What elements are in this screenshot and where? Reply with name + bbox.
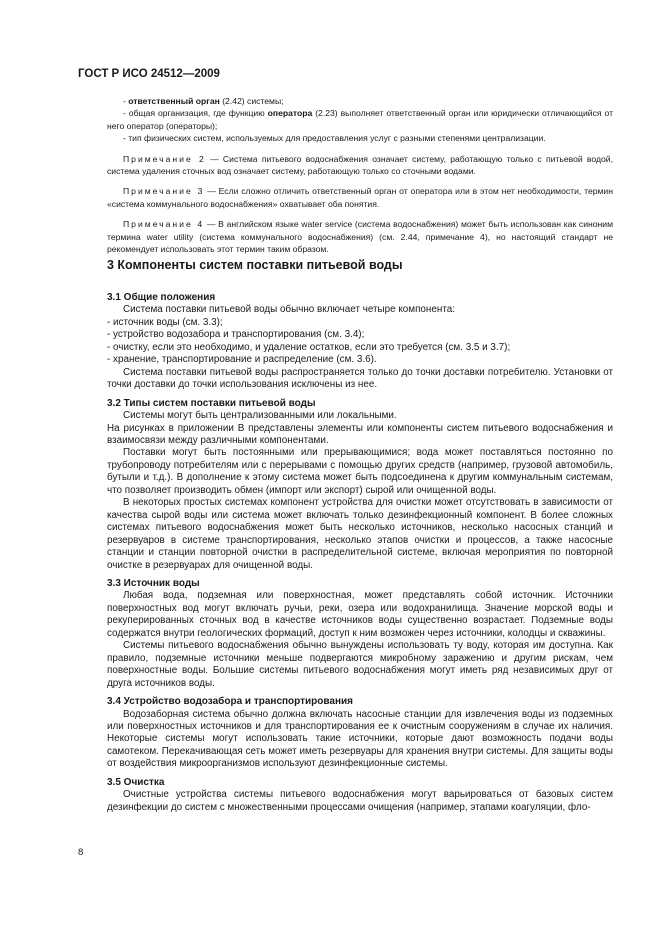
section-body (107, 292, 613, 814)
text-line: Система поставки питьевой воды обычно включает четыре компонента: (123, 304, 455, 316)
notes-block (107, 95, 613, 255)
paragraph: Поставки могут быть постоянными или прерывающимися; вода может поставляться постоянно по трубопроводу потребителям или с перерывами с помощью других средств (например, грузовой автомобиль, бутыли и т.д.). В дополнение к этому система может быть подсоединена к другим коммунальным системам, что позволяет производить обмен (импорт или экспорт) сырой или очищенной воды. (107, 447, 613, 496)
note-4: Примечание 4 — В английском языке water service (система водоснабжения) может быть использован как синоним термина water utility (система коммунального водоснабжения) (см. 2.44, примечание 4), но настоящий стандарт не рекомендует использовать этот термин таким образом. (107, 219, 613, 255)
note-3: Примечание 3 — Если сложно отличить ответственный орган от оператора или в этом нет необходимости, термин «система коммунального водоснабжения» охватывает оба понятия. (107, 186, 613, 209)
section-3-title: 3 Компоненты систем поставки питьевой воды (107, 258, 403, 272)
paragraph: Системы питьевого водоснабжения обычно вынуждены использовать ту воду, которая им доступна. Как правило, подземные источники меньше подвергаются микробному заражению и другим рискам, чем поверхностные воды. Большие системы питьевого водоснабжения могут иметь ряд независимых друг от друга источников воды. (107, 640, 613, 689)
subsection-3-4-title: 3.4 Устройство водозабора и транспортирования (107, 696, 353, 708)
paragraph: Очистные устройства системы питьевого водоснабжения могут варьироваться от базовых систем дезинфекции до систем с множественными процессами очищения (например, этапами коагуляции, фло- (107, 789, 613, 813)
list-item: - источник воды (см. 3.3); (107, 316, 223, 328)
subsection-3-2-title: 3.2 Типы систем поставки питьевой воды (107, 397, 316, 409)
subsection-3-3-title: 3.3 Источник воды (107, 577, 200, 589)
paragraph: На рисунках в приложении В представлены элементы или компоненты систем питьевого водоснабжения и взаимосвязи между различными компонентами. (107, 422, 613, 446)
document-header: ГОСТ Р ИСО 24512—2009 (78, 68, 220, 80)
paragraph: Водозаборная система обычно должна включать насосные станции для извлечения воды из подземных или поверхностных источников и для транспортирования ее к очистным сооружениям в случае их наличия. Некоторые системы могут использовать такие источники, которые дают возможность подачи воды самотеком. Перекачивающая сеть может иметь резервуары для хранения внутри системы. Для защиты воды от воздействия микроорганизмов используют дезинфекционные системы. (107, 708, 613, 770)
list-item: - общая организация, где функцию оператора (2.23) выполняет ответственный орган или юридически отличающийся от него оператор (операторы); (107, 108, 614, 131)
list-item: - очистку, если это необходимо, и удаление остатков, если это требуется (см. 3.5 и 3.7); (107, 341, 511, 353)
paragraph: В некоторых простых системах компонент устройства для очистки может отсутствовать в зависимости от качества сырой воды или система может включать только дезинфекционный компонент. В более сложных системах питьевого водоснабжения может быть несколько источников, несколько насосных станций и резервуаров в системе транспортирования, несколько этапов очистки и процессов, а также насосные станции и станции повторной очистки в распределительной системе, включая мероприятия по повторной очистке в резервуарах для очищенной воды. (107, 497, 613, 571)
list-item: - тип физических систем, используемых для предоставления услуг с разными степенями централизации. (123, 133, 546, 144)
page-number: 8 (78, 847, 84, 858)
list-item: - ответственный орган (2.42) системы; (123, 96, 284, 106)
list-item: - хранение, транспортирование и распределение (см. 3.6). (107, 354, 377, 366)
subsection-3-5-title: 3.5 Очистка (107, 776, 165, 788)
paragraph: Системы могут быть централизованными или локальными. (123, 410, 397, 422)
paragraph: Любая вода, подземная или поверхностная, может представлять собой источник. Источники поверхностных вод могут включать ручьи, реки, озера или водохранилища. Значение морской воды и рекуперированных сточных вод в качестве источников воды существенно возрастает. Подземные воды содержатся внутри геологических формаций, доступ к ним возможен через источники, колодцы и скважины. (107, 590, 613, 639)
note-2: Примечание 2 — Система питьевого водоснабжения означает систему, работающую только с питьевой водой, система удаления сточных вод означает систему, работающую только со сточными водами. (107, 153, 613, 177)
list-item: - устройство водозабора и транспортирования (см. 3.4); (107, 329, 365, 341)
paragraph: Система поставки питьевой воды распространяется только до точки доставки потребителю. Установки от точки доставки до точки использования исключены из нее. (107, 366, 613, 391)
subsection-3-1-title: 3.1 Общие положения (107, 292, 216, 303)
